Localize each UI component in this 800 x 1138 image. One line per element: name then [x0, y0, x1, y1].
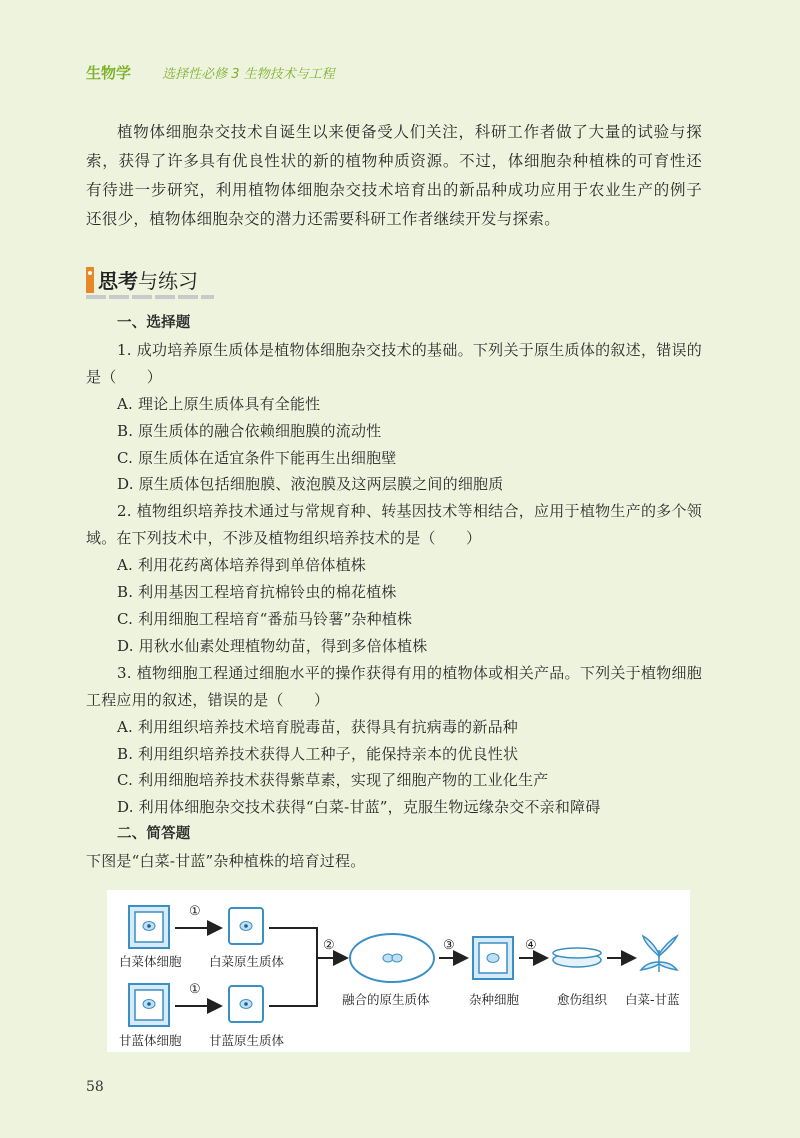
page-number: 58 — [86, 1079, 104, 1095]
part2-heading: 二、简答题 — [117, 826, 191, 843]
course-label: 选择性必修 3 生物技术与工程 — [162, 67, 335, 82]
question-3-option-c: C. 利用细胞培养技术获得紫草素，实现了细胞产物的工业化生产 — [117, 771, 549, 790]
question-2-option-a: A. 利用花药离体培养得到单倍体植株 — [117, 556, 366, 575]
cabbage-cell-label: 白菜体细胞 — [119, 954, 182, 969]
section-marker-icon — [86, 267, 94, 293]
exercise-block — [86, 310, 702, 875]
question-3-option-b: B. 利用组织培养技术获得人工种子，能保持亲本的优良性状 — [117, 744, 519, 763]
step-1-top-label: ① — [189, 904, 201, 919]
question-3-option-d: D. 利用体细胞杂交技术获得“白菜-甘蓝”，克服生物远缘杂交不亲和障碍 — [117, 798, 601, 817]
step-2-label: ② — [323, 938, 335, 953]
part1-heading: 一、选择题 — [117, 315, 191, 331]
hybrid-cell-icon — [473, 937, 513, 979]
section-title — [86, 265, 198, 294]
hybrid-plant-label: 白菜-甘蓝 — [625, 992, 680, 1007]
part2-intro: 下图是“白菜-甘蓝”杂种植株的培育过程。 — [86, 852, 366, 871]
kale-protoplast-icon — [229, 986, 263, 1022]
hybrid-process-figure — [107, 890, 690, 1052]
question-3-stem: 3. 植物细胞工程通过细胞水平的操作获得有用的植物体或相关产品。下列关于植物细胞工程应用的叙述，错误的是（ ） — [86, 663, 702, 709]
question-1-option-b: B. 原生质体的融合依赖细胞膜的流动性 — [117, 421, 382, 440]
fused-protoplast-icon — [350, 934, 434, 982]
step-4-label: ④ — [525, 938, 537, 953]
question-1-stem: 1. 成功培养原生质体是植物体细胞杂交技术的基础。下列关于原生质体的叙述，错误的是（ ） — [86, 340, 702, 386]
question-2-stem: 2. 植物组织培养技术通过与常规育种、转基因技术等相结合，应用于植物生产的多个领域。在下列技术中，不涉及植物组织培养技术的是（ ） — [86, 502, 702, 548]
hybrid-cell-label: 杂种细胞 — [469, 992, 520, 1007]
callus-label: 愈伤组织 — [557, 992, 608, 1007]
step-1-bottom-label: ① — [189, 982, 201, 997]
section-underline — [86, 295, 214, 299]
question-3-option-a: A. 利用组织培养技术培育脱毒苗，获得具有抗病毒的新品种 — [117, 717, 518, 736]
cabbage-protoplast-label: 白菜原生质体 — [209, 954, 285, 969]
question-2-option-c: C. 利用细胞工程培育“番茄马铃薯”杂种植株 — [117, 609, 413, 628]
question-2-option-d: D. 用秋水仙素处理植物幼苗，得到多倍体植株 — [117, 636, 428, 655]
question-1-option-d: D. 原生质体包括细胞膜、液泡膜及这两层膜之间的细胞质 — [117, 475, 504, 494]
section-title-rest: 与练习 — [138, 269, 198, 293]
question-2-option-b: B. 利用基因工程培育抗棉铃虫的棉花植株 — [117, 583, 397, 602]
subject-label: 生物学 — [86, 64, 132, 82]
section-title-bold: 思考 — [98, 269, 138, 293]
running-header — [86, 62, 335, 83]
kale-cell-icon — [129, 984, 169, 1026]
kale-protoplast-label: 甘蓝原生质体 — [209, 1033, 285, 1048]
step-3-label: ③ — [443, 938, 455, 953]
cabbage-cell-icon — [129, 906, 169, 948]
question-1-option-a: A. 理论上原生质体具有全能性 — [117, 394, 321, 413]
callus-icon — [553, 948, 601, 967]
fused-protoplast-label: 融合的原生质体 — [342, 992, 430, 1007]
intro-paragraph: 植物体细胞杂交技术自诞生以来便备受人们关注，科研工作者做了大量的试验与探索，获得了许多具有优良性状的新的植物种质资源。不过，体细胞杂种植株的可育性还有待进一步研究，利用植物体细胞杂交技术培育出的新品种成功应用于农业生产的例子还很少，植物体细胞杂交的潜力还需要科研工作者继续开发与探索。 — [86, 123, 702, 228]
cabbage-protoplast-icon — [229, 908, 263, 944]
hybrid-plant-icon — [641, 936, 677, 972]
kale-cell-label: 甘蓝体细胞 — [119, 1033, 182, 1048]
question-1-option-c: C. 原生质体在适宜条件下能再生出细胞壁 — [117, 448, 397, 467]
